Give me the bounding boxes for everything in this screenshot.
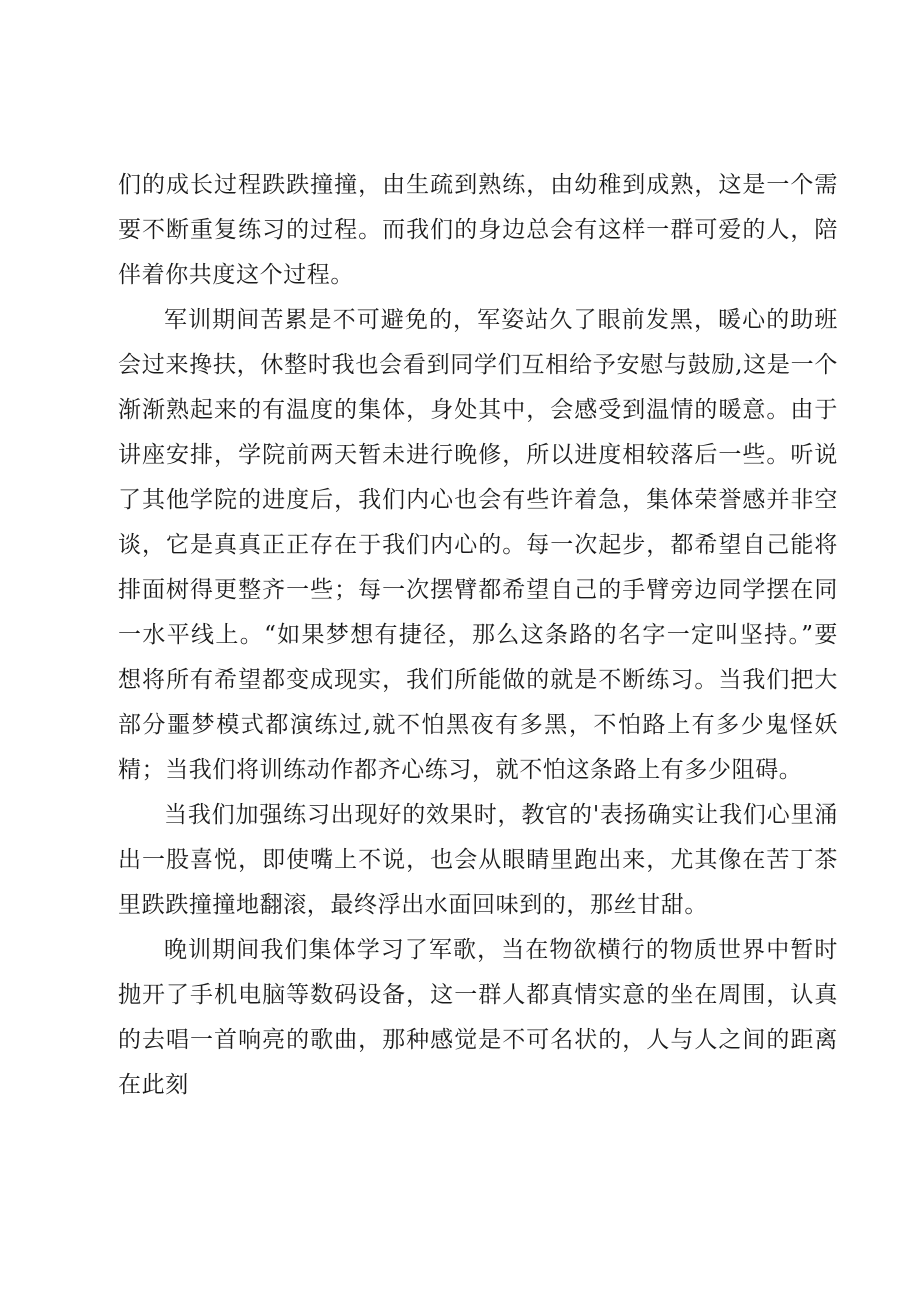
paragraph-praise-from-instructor: 当我们加强练习出现好的效果时，教官的'表扬确实让我们心里涌出一股喜悦，即使嘴上不说，也会从眼睛里跑出来，尤其像在苦丁茶里跌跌撞撞地翻滚，最终浮出水面回味到的，那丝甘甜。 [118, 802, 838, 918]
paragraph-continuation: 们的成长过程跌跌撞撞，由生疏到熟练，由幼稚到成熟，这是一个需要不断重复练习的过程。而我们的身边总会有这样一群可爱的人，陪伴着你共度这个过程。 [118, 172, 838, 288]
paragraph-military-training-hardship: 军训期间苦累是不可避免的，军姿站久了眼前发黑，暖心的助班会过来搀扶，休整时我也会看到同学们互相给予安慰与鼓励,这是一个渐渐熟起来的有温度的集体，身处其中，会感受到温情的暖意。由于讲座安排，学院前两天暂未进行晚修，所以进度相较落后一些。听说了其他学院的进度后，我们内心也会有些许着急，集体荣誉感并非空谈，它是真真正正存在于我们内心的。每一次起步，都希望自己能将排面树得更整齐一些；每一次摆臂都希望自己的手臂旁边同学摆在同一水平线上。“如果梦想有捷径，那么这条路的名字一定叫坚持。”要想将所有希望都变成现实，我们所能做的就是不断练习。当我们把大部分噩梦模式都演练过,就不怕黑夜有多黑，不怕路上有多少鬼怪妖精；当我们将训练动作都齐心练习，就不怕这条路上有多少阻碍。 [118, 307, 838, 783]
paragraph-evening-singing: 晚训期间我们集体学习了军歌，当在物欲横行的物质世界中暂时抛开了手机电脑等数码设备，这一群人都真情实意的坐在周围，认真的去唱一首响亮的歌曲，那种感觉是不可名状的，人与人之间的距离在此刻 [118, 937, 838, 1098]
document-body [118, 163, 838, 1108]
